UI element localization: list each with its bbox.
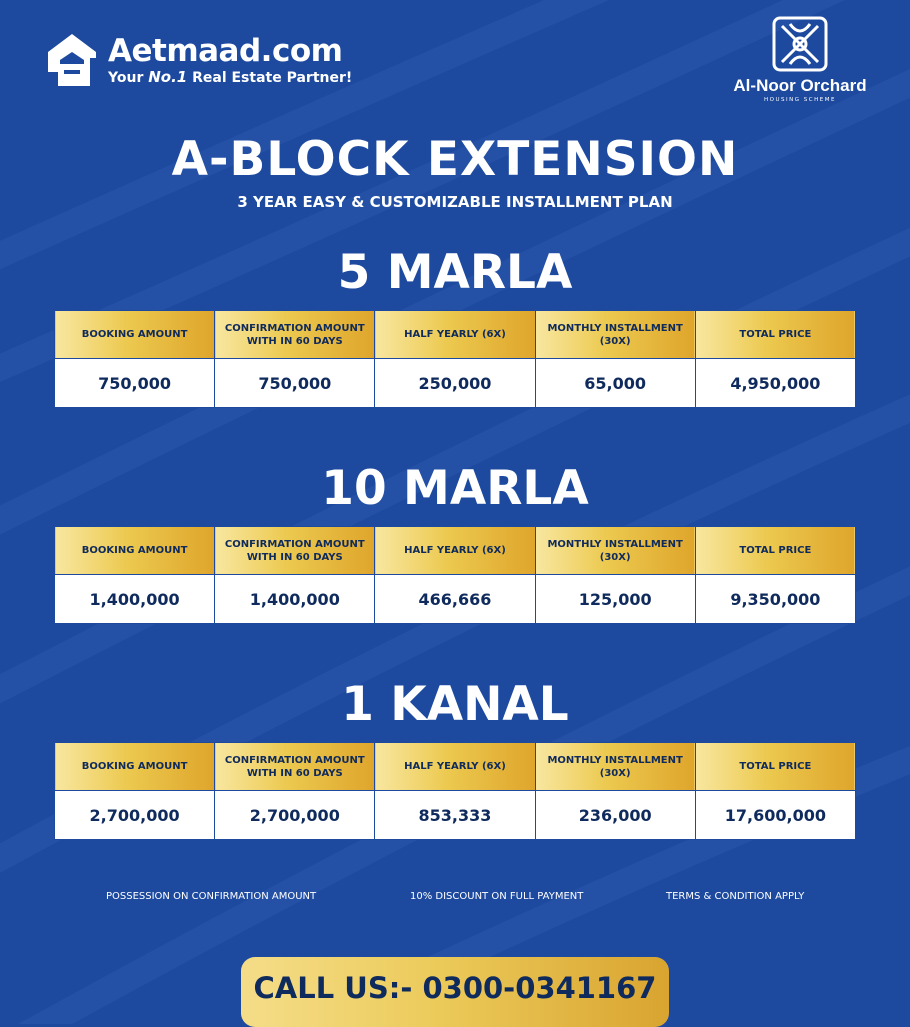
header-monthly-line1: MONTHLY INSTALLMENT [547,538,683,550]
price-table-5-marla [54,310,856,408]
brand-name: Aetmaad.com [108,32,343,69]
header-monthly-line1: MONTHLY INSTALLMENT [547,322,683,334]
price-table-1-kanal [54,742,856,840]
note-terms: TERMS & CONDITION APPLY [666,891,805,902]
header-total: TOTAL PRICE [695,311,855,359]
header-total: TOTAL PRICE [695,743,855,791]
table-header-row [55,311,856,359]
cell-monthly: 125,000 [535,575,695,624]
plan-title-1-kanal: 1 KANAL [341,677,569,732]
cell-total: 17,600,000 [695,791,855,840]
page-subtitle: 3 YEAR EASY & CUSTOMIZABLE INSTALLMENT PLAN [237,193,673,211]
cell-total: 9,350,000 [695,575,855,624]
header-booking: BOOKING AMOUNT [55,311,215,359]
header-confirmation-line2: WITH IN 60 DAYS [246,767,343,779]
header-half-yearly: HALF YEARLY (6X) [375,311,535,359]
cell-half-yearly: 250,000 [375,359,535,408]
tagline-post: Real Estate Partner! [187,69,353,86]
cell-confirmation: 1,400,000 [215,575,375,624]
header-half-yearly: HALF YEARLY (6X) [375,743,535,791]
header-confirmation-line1: CONFIRMATION AMOUNT [224,538,365,550]
orchard-emblem-icon [768,14,832,74]
table-row [55,575,856,624]
cell-monthly: 236,000 [535,791,695,840]
call-us-button[interactable]: CALL US:- 0300-0341167 [241,957,669,1027]
header-confirmation [215,311,375,359]
note-discount: 10% DISCOUNT ON FULL PAYMENT [410,891,584,902]
partner-name: Al-Noor Orchard [733,76,867,95]
cell-half-yearly: 466,666 [375,575,535,624]
header-half-yearly: HALF YEARLY (6X) [375,527,535,575]
cell-half-yearly: 853,333 [375,791,535,840]
cell-total: 4,950,000 [695,359,855,408]
note-possession: POSSESSION ON CONFIRMATION AMOUNT [106,891,317,902]
aetmaad-logo[interactable] [44,30,352,90]
cell-confirmation: 2,700,000 [215,791,375,840]
price-table-10-marla [54,526,856,624]
cell-booking: 1,400,000 [55,575,215,624]
table-row [55,359,856,408]
header-booking: BOOKING AMOUNT [55,743,215,791]
header-confirmation-line2: WITH IN 60 DAYS [246,335,343,347]
hand-house-icon [44,30,100,90]
header-monthly [535,527,695,575]
cell-monthly: 65,000 [535,359,695,408]
header-monthly-line2: (30X) [599,335,631,347]
cell-booking: 2,700,000 [55,791,215,840]
header-confirmation-line2: WITH IN 60 DAYS [246,551,343,563]
header-monthly [535,743,695,791]
page-title: A-BLOCK EXTENSION [171,132,739,187]
header-monthly [535,311,695,359]
header-confirmation [215,743,375,791]
header-booking: BOOKING AMOUNT [55,527,215,575]
table-header-row [55,743,856,791]
al-noor-orchard-logo [733,14,867,104]
cell-booking: 750,000 [55,359,215,408]
header-monthly-line2: (30X) [599,767,631,779]
header-monthly-line2: (30X) [599,551,631,563]
plan-title-10-marla: 10 MARLA [321,461,589,516]
table-row [55,791,856,840]
partner-subtitle: HOUSING SCHEME [764,97,836,103]
cell-confirmation: 750,000 [215,359,375,408]
header-confirmation [215,527,375,575]
plan-title-5-marla: 5 MARLA [337,245,573,300]
header-confirmation-line1: CONFIRMATION AMOUNT [224,322,365,334]
header-total: TOTAL PRICE [695,527,855,575]
brand-tagline [108,68,352,87]
header-confirmation-line1: CONFIRMATION AMOUNT [224,754,365,766]
tagline-pre: Your [108,69,149,86]
tagline-emphasis: No.1 [148,67,188,86]
header-monthly-line1: MONTHLY INSTALLMENT [547,754,683,766]
table-header-row [55,527,856,575]
